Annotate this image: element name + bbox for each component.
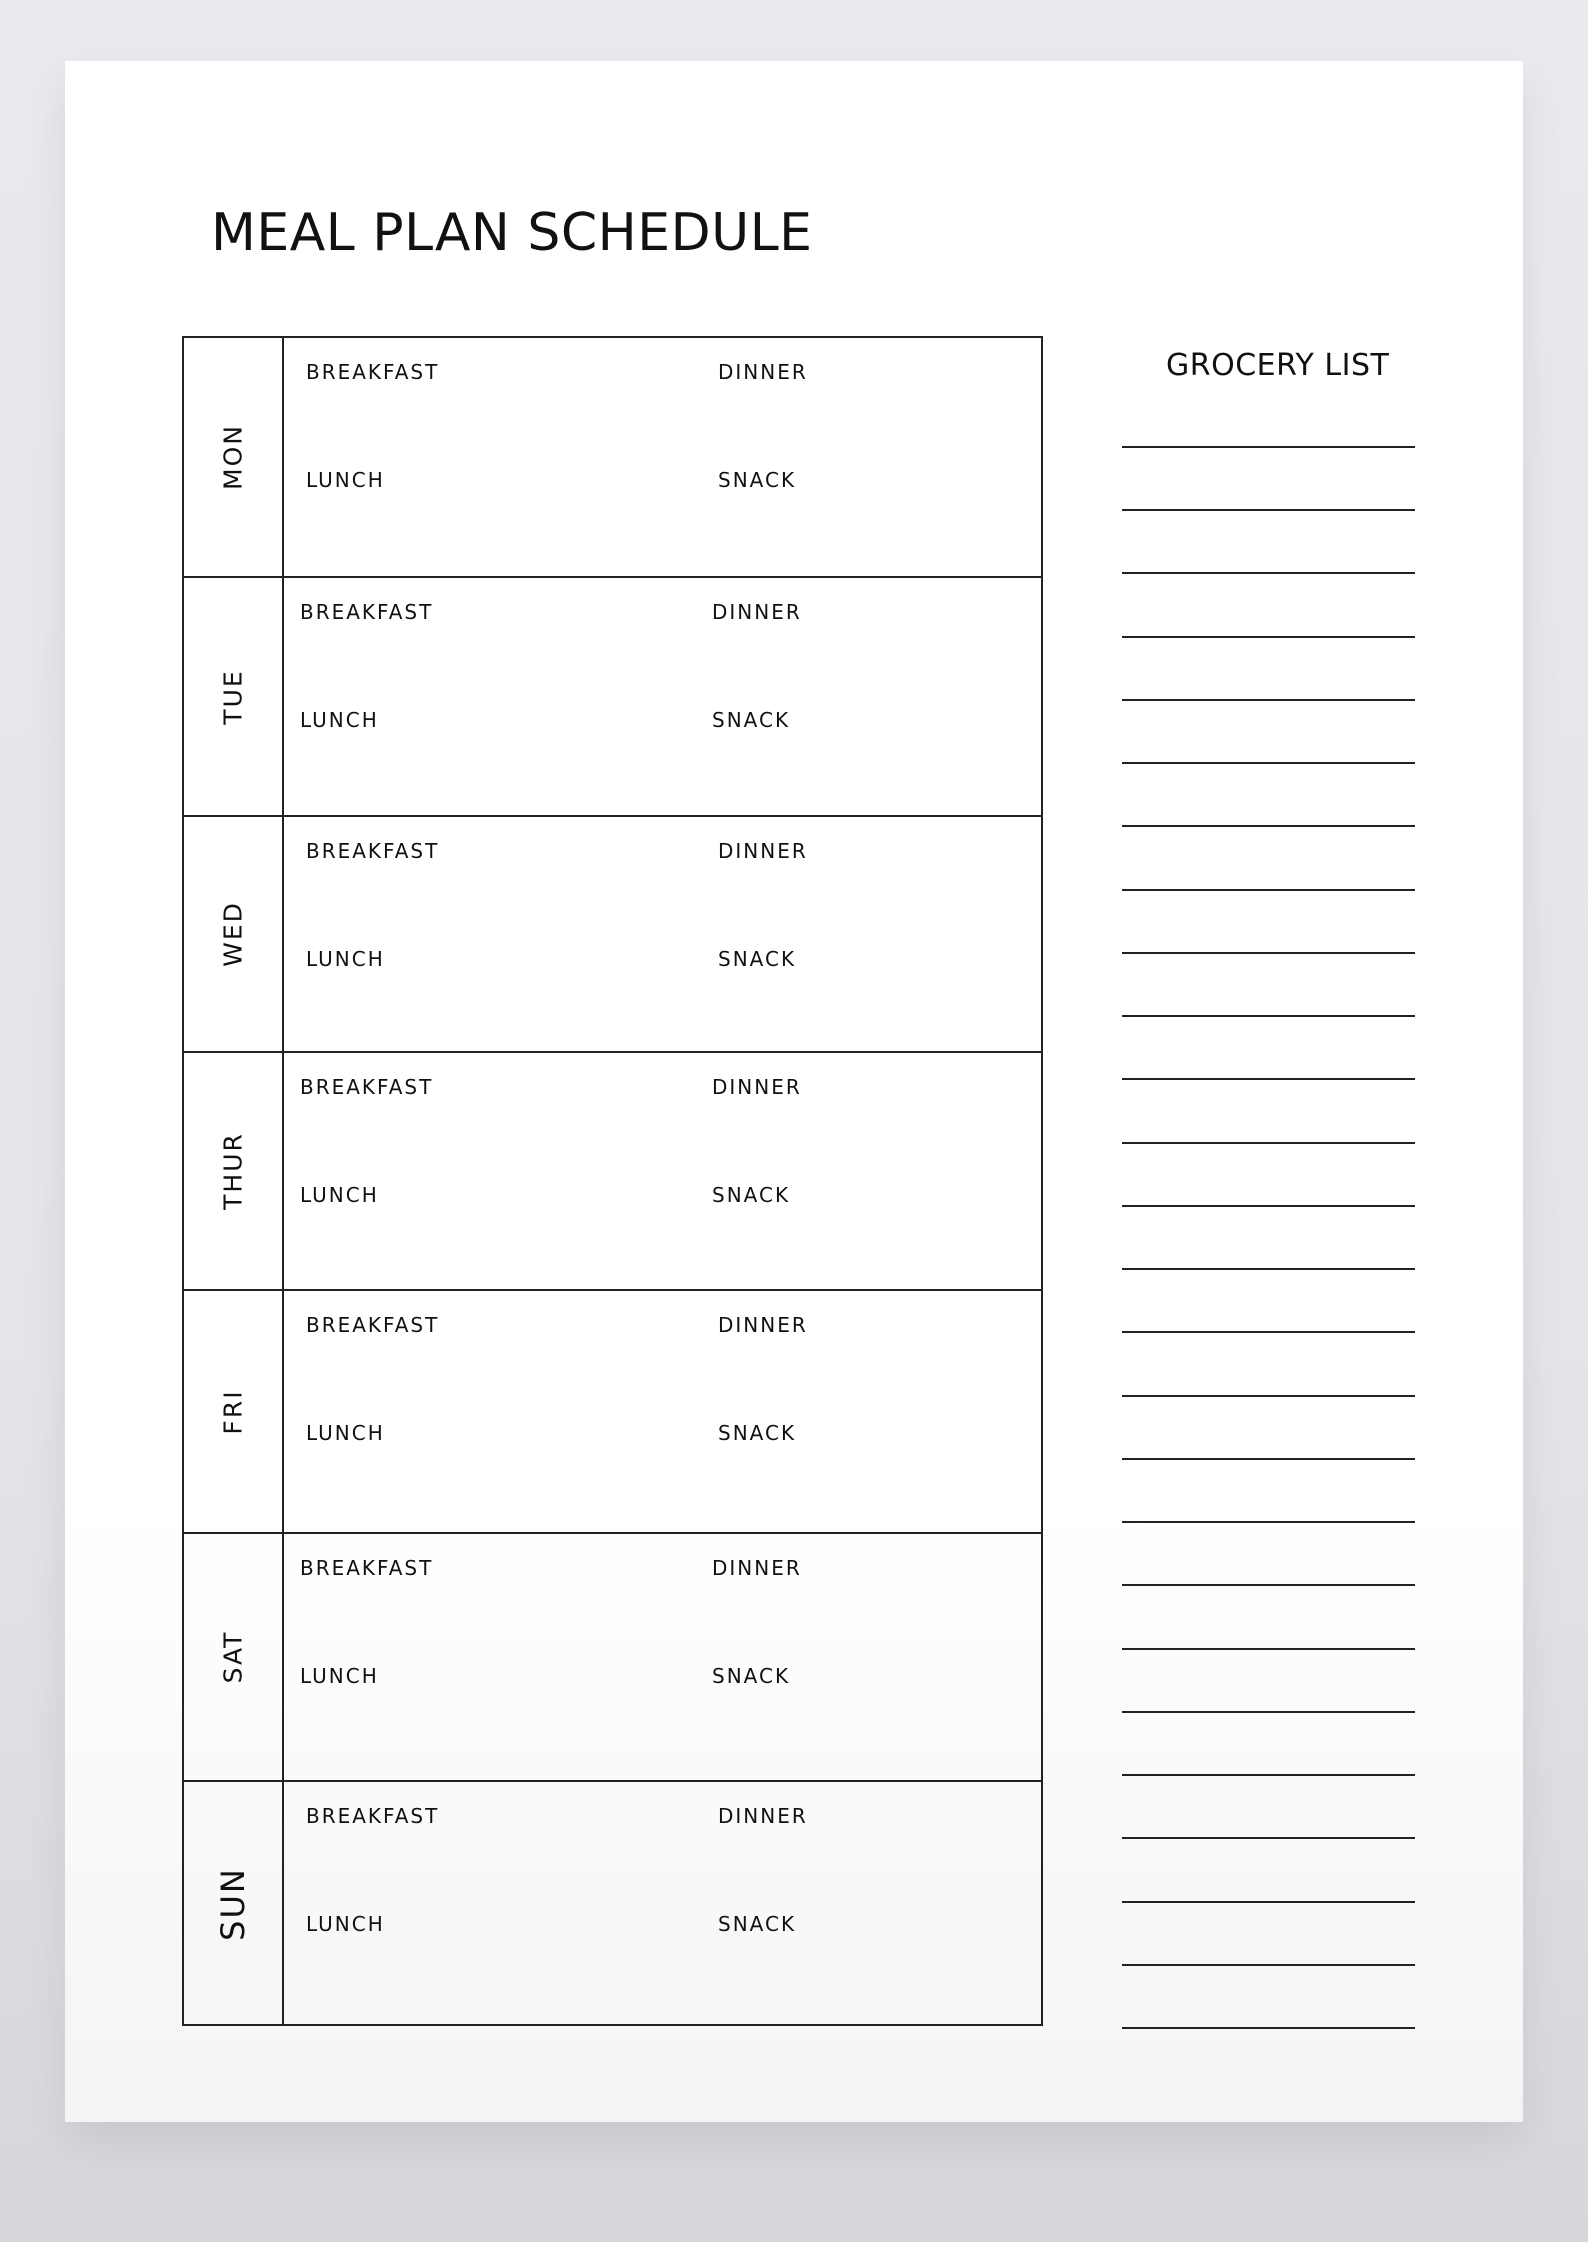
grocery-item-line[interactable]: [1122, 1648, 1415, 1650]
grocery-item-line[interactable]: [1122, 572, 1415, 574]
grocery-item-line[interactable]: [1122, 1458, 1415, 1460]
grocery-item-line[interactable]: [1122, 699, 1415, 701]
day-label: WED: [218, 901, 248, 967]
page-title: MEAL PLAN SCHEDULE: [211, 203, 813, 263]
day-row-sat: [184, 1534, 1041, 1782]
lunch-label: LUNCH: [306, 1421, 385, 1445]
meal-schedule-table: [182, 336, 1043, 2026]
dinner-label: DINNER: [718, 360, 808, 384]
grocery-item-line[interactable]: [1122, 1774, 1415, 1776]
dinner-label: DINNER: [712, 1075, 802, 1099]
dinner-label: DINNER: [718, 1804, 808, 1828]
grocery-item-line[interactable]: [1122, 1901, 1415, 1903]
day-cell: [184, 1534, 284, 1780]
breakfast-label: BREAKFAST: [300, 1556, 434, 1580]
breakfast-label: BREAKFAST: [306, 1804, 440, 1828]
day-cell: [184, 1291, 284, 1532]
grocery-item-line[interactable]: [1122, 952, 1415, 954]
lunch-label: LUNCH: [300, 1183, 379, 1207]
lunch-label: LUNCH: [306, 1912, 385, 1936]
grocery-item-line[interactable]: [1122, 825, 1415, 827]
grocery-item-line[interactable]: [1122, 889, 1415, 891]
grocery-item-line[interactable]: [1122, 1395, 1415, 1397]
grocery-item-line[interactable]: [1122, 1521, 1415, 1523]
grocery-item-line[interactable]: [1122, 1584, 1415, 1586]
dinner-label: DINNER: [712, 1556, 802, 1580]
grocery-item-line[interactable]: [1122, 509, 1415, 511]
snack-label: SNACK: [718, 1421, 797, 1445]
day-row-sun: [184, 1782, 1041, 2026]
day-label: THUR: [218, 1132, 248, 1210]
breakfast-label: BREAKFAST: [300, 1075, 434, 1099]
grocery-item-line[interactable]: [1122, 1015, 1415, 1017]
snack-label: SNACK: [712, 1664, 791, 1688]
day-row-thur: [184, 1053, 1041, 1291]
grocery-item-line[interactable]: [1122, 1331, 1415, 1333]
snack-label: SNACK: [712, 708, 791, 732]
day-cell: [184, 338, 284, 576]
day-cell: [184, 578, 284, 815]
grocery-item-line[interactable]: [1122, 1078, 1415, 1080]
dinner-label: DINNER: [718, 1313, 808, 1337]
day-row-tue: [184, 578, 1041, 817]
grocery-item-line[interactable]: [1122, 1268, 1415, 1270]
dinner-label: DINNER: [712, 600, 802, 624]
dinner-label: DINNER: [718, 839, 808, 863]
day-cell: [184, 1782, 284, 2026]
grocery-item-line[interactable]: [1122, 2027, 1415, 2029]
grocery-item-line[interactable]: [1122, 1711, 1415, 1713]
day-label: SUN: [214, 1867, 252, 1941]
day-label: SAT: [218, 1630, 248, 1684]
breakfast-label: BREAKFAST: [306, 1313, 440, 1337]
lunch-label: LUNCH: [306, 947, 385, 971]
breakfast-label: BREAKFAST: [306, 360, 440, 384]
grocery-item-line[interactable]: [1122, 446, 1415, 448]
snack-label: SNACK: [718, 468, 797, 492]
day-label: FRI: [218, 1388, 248, 1435]
lunch-label: LUNCH: [300, 708, 379, 732]
day-row-mon: [184, 338, 1041, 578]
snack-label: SNACK: [712, 1183, 791, 1207]
day-cell: [184, 1053, 284, 1289]
lunch-label: LUNCH: [300, 1664, 379, 1688]
grocery-item-line[interactable]: [1122, 636, 1415, 638]
breakfast-label: BREAKFAST: [306, 839, 440, 863]
snack-label: SNACK: [718, 1912, 797, 1936]
day-label: MON: [218, 424, 248, 490]
grocery-item-line[interactable]: [1122, 1205, 1415, 1207]
snack-label: SNACK: [718, 947, 797, 971]
grocery-item-line[interactable]: [1122, 1837, 1415, 1839]
lunch-label: LUNCH: [306, 468, 385, 492]
grocery-item-line[interactable]: [1122, 762, 1415, 764]
grocery-item-line[interactable]: [1122, 1964, 1415, 1966]
day-row-wed: [184, 817, 1041, 1053]
day-label: TUE: [218, 668, 248, 725]
breakfast-label: BREAKFAST: [300, 600, 434, 624]
day-cell: [184, 817, 284, 1051]
grocery-list-title: GROCERY LIST: [1166, 348, 1390, 383]
day-row-fri: [184, 1291, 1041, 1534]
grocery-item-line[interactable]: [1122, 1142, 1415, 1144]
